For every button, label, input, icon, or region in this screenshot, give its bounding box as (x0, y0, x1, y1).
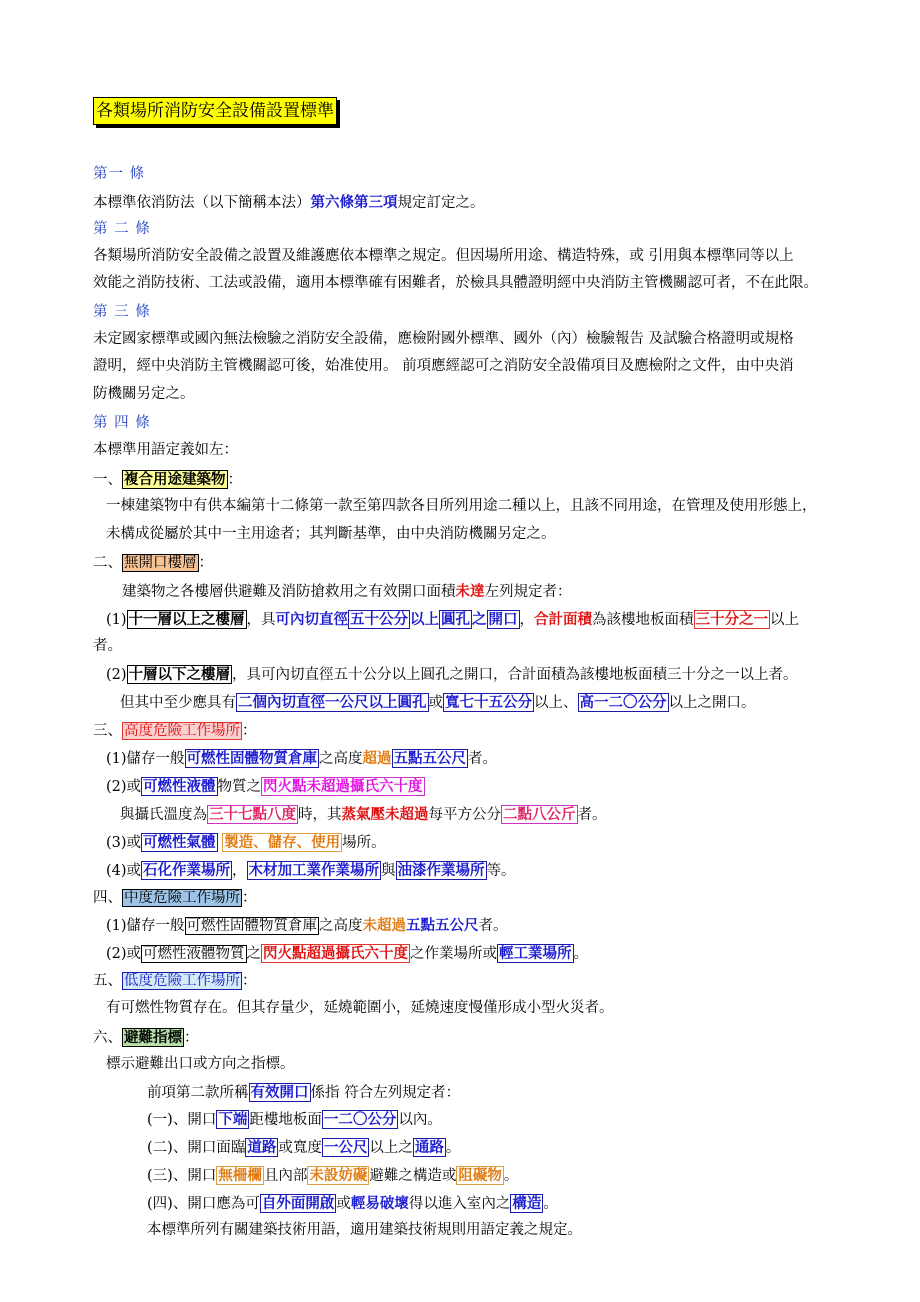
article-2-line-1: 各類場所消防安全設備之設置及維護應依本標準之規定。但因場所用途、構造特殊，或 引用與本標準同等以上 (93, 248, 794, 264)
definition-3-item-4: (4)或 石化作業場所 ， 木材加工業作業場所 與 油漆作業場所 等。 (106, 862, 516, 879)
article-2-heading: 第 二 條 (93, 221, 151, 237)
effective-opening-item-2: (二)、開口面臨 道路 或寬度 一公尺 以上之 通路 。 (147, 1139, 461, 1156)
definition-4-item-1: (1)儲存一般 可燃性固體物質倉庫 之高度未超過五點五公尺者。 (106, 917, 508, 934)
definition-5-line-1: 有可燃性物質存在。但其存量少，延燒範圍小，延燒速度慢僅形成小型火災者。 (106, 1000, 614, 1016)
article-3-line-2: 證明，經中央消防主管機關認可後，始准使用。 前項應經認可之消防安全設備項目及應檢附之文件，由中央消 (93, 358, 794, 374)
article-1-heading: 第一 條 (93, 166, 146, 182)
article-4-heading: 第 四 條 (93, 415, 151, 431)
definition-2-item-1-cont: 者。 (93, 638, 122, 654)
article-1-text: 本標準依消防法（以下簡稱本法）第六條第三項規定訂定之。 (93, 194, 485, 211)
definition-4-term: 四、 中度危險工作場所 ： (93, 890, 257, 906)
document-title: 各類場所消防安全設備設置標準 (93, 97, 337, 125)
definition-3-term: 三、 高度危險工作場所 ： (93, 723, 257, 739)
article-3-line-3: 防機關另定之。 (93, 386, 195, 402)
closing-note: 本標準所列有關建築技術用語，適用建築技術規則用語定義之規定。 (147, 1222, 582, 1238)
definition-2-item-1: (1) 十一層以上之樓層 ，具可內切直徑 五十公分 以上 圓孔 之 開口 ，合計面積為該樓地板面積 三十分之一 以上 (106, 611, 800, 628)
effective-opening-item-3: (三)、開口 無柵欄 且內部 未設妨礙 避難之構造或 阻礙物 。 (147, 1167, 519, 1184)
definition-2-intro: 建築物之各樓層供避難及消防搶救用之有效開口面積未達左列規定者： (122, 583, 572, 600)
definition-1-line-1: 一棟建築物中有供本編第十二條第一款至第四款各目所列用途二種以上，且該不同用途，在管理及使用形態上， (106, 498, 817, 514)
definition-6-line-1: 標示避難出口或方向之指標。 (106, 1056, 295, 1072)
article-4-intro: 本標準用語定義如左： (93, 442, 238, 458)
definition-2-item-2: (2) 十層以下之樓層 ，具可內切直徑五十公分以上圓孔之開口，合計面積為該樓地板面積三十分之一以上者。 (106, 666, 798, 683)
definition-2-term: 二、 無開口樓層 ： (93, 555, 213, 571)
definition-1-line-2: 未構成從屬於其中一主用途者；其判斷基準，由中央消防機關另定之。 (106, 526, 556, 542)
effective-opening-item-4: (四)、開口應為可 自外面開啟 或輕易破壞得以進入室內之 構造 。 (147, 1195, 558, 1212)
definition-3-item-1: (1)儲存一般 可燃性固體物質倉庫 之高度超過 五點五公尺 者。 (106, 750, 498, 767)
definition-4-item-2: (2)或 可燃性液體物質 之 閃火點超過攝氏六十度 之作業場所或 輕工業場所 。 (106, 945, 589, 962)
article-3-heading: 第 三 條 (93, 304, 151, 320)
definition-3-item-2-cont: 與攝氏溫度為 三十七點八度 時，其蒸氣壓未超過每平方公分 二點八公斤 者。 (120, 806, 607, 823)
definition-6-term: 六、 避難指標 ： (93, 1029, 199, 1046)
definition-5-term: 五、 低度危險工作場所 ： (93, 973, 257, 989)
effective-opening-intro: 前項第二款所稱 有效開口 係指 符合左列規定者： (147, 1084, 461, 1101)
article-3-line-1: 未定國家標準或國內無法檢驗之消防安全設備，應檢附國外標準、國外（內）檢驗報告 及試驗合格證明或規格 (93, 331, 794, 347)
definition-3-item-3: (3)或 可燃性氣體 製造、儲存、使用 場所。 (106, 834, 386, 851)
definition-1-term: 一、 複合用途建築物 ： (93, 471, 242, 488)
definition-3-item-2: (2)或 可燃性液體 物質之 閃火點未超過攝氏六十度 (106, 778, 423, 795)
effective-opening-item-1: (一)、開口 下端 距樓地板面 一二〇公分 以內。 (147, 1111, 442, 1128)
article-2-line-2: 效能之消防技術、工法或設備，適用本標準確有困難者，於檢具具體證明經中央消防主管機關認可者，不在此限。 (93, 275, 818, 291)
definition-2-item-3: 但其中至少應具有 二個內切直徑一公尺以上圓孔 或 寬七十五公分 以上、 高一二〇公分 以上之開口。 (120, 694, 756, 711)
